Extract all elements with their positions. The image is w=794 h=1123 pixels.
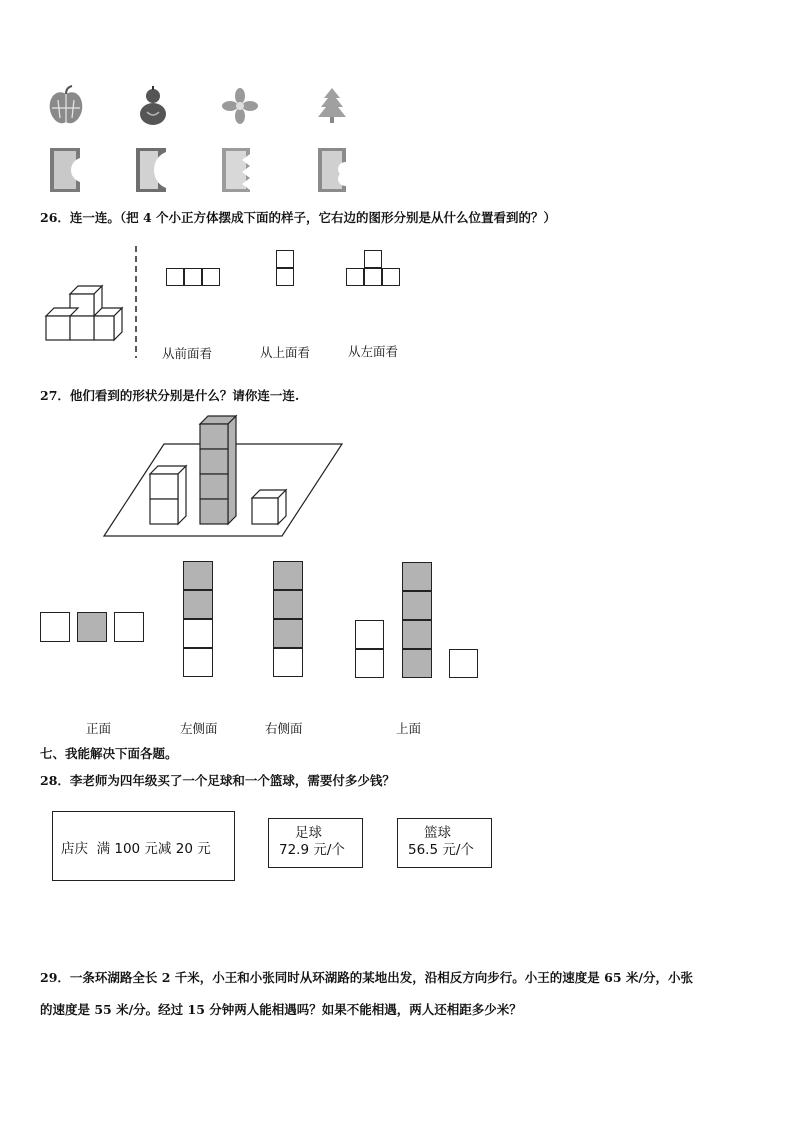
promo-box bbox=[52, 811, 235, 881]
view-a-cell bbox=[184, 268, 202, 286]
option-top-cell bbox=[402, 591, 432, 620]
football-price: 72.9 元/个 bbox=[279, 842, 345, 858]
basketball-price-box bbox=[397, 818, 492, 868]
section-7-title: 七、我能解决下面各题。 bbox=[40, 746, 178, 761]
option-right-cell bbox=[273, 590, 303, 619]
option-left-cell bbox=[183, 648, 213, 677]
option-left-cell bbox=[183, 561, 213, 590]
folded-paper-4-figure bbox=[318, 148, 350, 192]
view-c-cell bbox=[382, 268, 400, 286]
football-name: 足球 bbox=[295, 825, 322, 841]
option-top-cell bbox=[402, 649, 432, 678]
view-b-cell bbox=[276, 268, 294, 286]
option-top-cell bbox=[355, 620, 384, 649]
view-c-cell bbox=[346, 268, 364, 286]
question-26-text: 26．连一连。（把 4 个小正方体摆成下面的样子，它右边的图形分别是从什么位置看到的？） bbox=[40, 210, 557, 225]
label-right-side: 右侧面 bbox=[265, 721, 303, 736]
option-right-cell bbox=[273, 648, 303, 677]
option-front-cell bbox=[114, 612, 144, 642]
cubes-on-board-figure bbox=[104, 414, 344, 538]
option-top-cell bbox=[402, 562, 432, 591]
question-29-line-2: 的速度是 55 米/分。经过 15 分钟两人能相遇吗？如果不能相遇，两人还相距多少米？ bbox=[40, 1002, 522, 1017]
view-label-left: 从左面看 bbox=[348, 344, 399, 359]
option-top-cell bbox=[449, 649, 478, 678]
basketball-price: 56.5 元/个 bbox=[408, 842, 474, 858]
folded-paper-1-figure bbox=[50, 148, 82, 192]
label-front: 正面 bbox=[86, 721, 112, 736]
question-27-text: 27．他们看到的形状分别是什么？请你连一连. bbox=[40, 388, 300, 403]
flower-cutout-figure bbox=[222, 88, 258, 124]
view-a-cell bbox=[202, 268, 220, 286]
basketball-name: 篮球 bbox=[424, 825, 451, 841]
option-front-cell bbox=[77, 612, 107, 642]
folded-paper-3-figure bbox=[222, 148, 254, 192]
option-right-cell bbox=[273, 561, 303, 590]
view-c-cell bbox=[364, 250, 382, 268]
football-price-box bbox=[268, 818, 363, 868]
view-label-front: 从前面看 bbox=[162, 346, 213, 361]
promo-text: 店庆 满 100 元减 20 元 bbox=[61, 841, 211, 857]
option-left-cell bbox=[183, 590, 213, 619]
apple-cutout-figure bbox=[48, 86, 84, 126]
label-left-side: 左侧面 bbox=[180, 721, 218, 736]
view-label-top: 从上面看 bbox=[260, 345, 311, 360]
option-right-cell bbox=[273, 619, 303, 648]
tree-cutout-figure bbox=[316, 88, 348, 124]
option-top-cell bbox=[355, 649, 384, 678]
option-left-cell bbox=[183, 619, 213, 648]
question-29-line-1: 29．一条环湖路全长 2 千米，小王和小张同时从环湖路的某地出发，沿相反方向步行。小王的速度是 65 米/分，小张 bbox=[40, 970, 693, 985]
option-front-cell bbox=[40, 612, 70, 642]
label-top: 上面 bbox=[396, 721, 422, 736]
four-cube-arrangement-figure bbox=[44, 286, 124, 344]
view-a-cell bbox=[166, 268, 184, 286]
dashed-divider bbox=[134, 246, 138, 358]
view-b-cell bbox=[276, 250, 294, 268]
option-top-cell bbox=[402, 620, 432, 649]
gourd-cutout-figure bbox=[138, 86, 168, 126]
folded-paper-2-figure bbox=[136, 148, 168, 192]
question-28-text: 28．李老师为四年级买了一个足球和一个篮球，需要付多少钱？ bbox=[40, 773, 395, 788]
view-c-cell bbox=[364, 268, 382, 286]
